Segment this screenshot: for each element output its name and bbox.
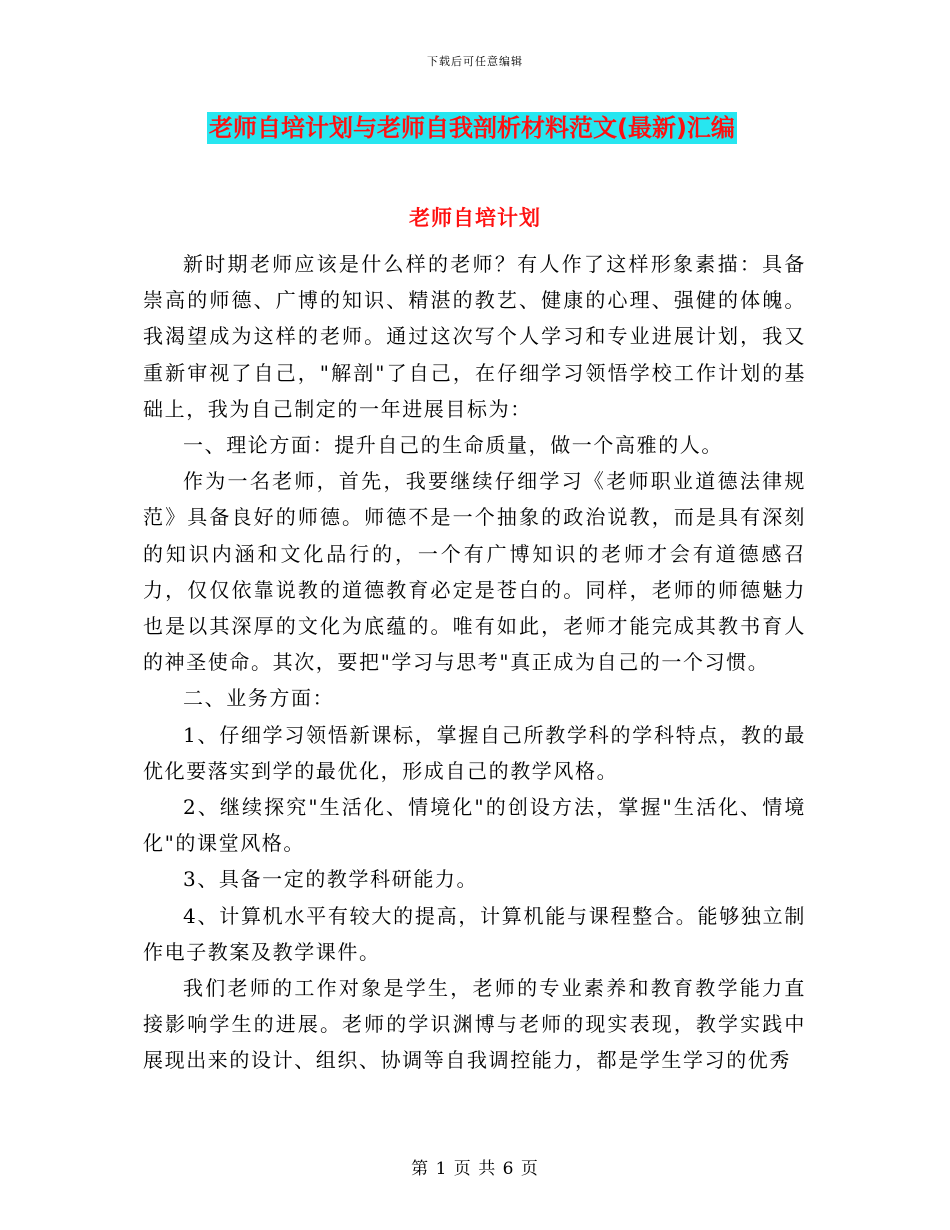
paragraph-business-heading: 二、业务方面： — [183, 686, 335, 711]
section-title: 老师自培计划 — [409, 206, 541, 230]
paragraph-item-1: 1、仔细学习领悟新课标，掌握自己所教学科的学科特点，教的最优化要落实到学的最优化，形成自己的教学风格。 — [143, 722, 806, 783]
paragraph-item-4: 4、计算机水平有较大的提高，计算机能与课程整合。能够独立制作电子教案及教学课件。 — [143, 903, 806, 964]
document-title: 老师自培计划与老师自我剖析材料范文(最新)汇编 — [209, 114, 735, 142]
document-body — [143, 246, 806, 1079]
paragraph-item-2: 2、继续探究"生活化、情境化"的创设方法，掌握"生活化、情境化"的课堂风格。 — [143, 795, 806, 856]
page-number: 第 1 页 共 6 页 — [411, 1159, 539, 1179]
paragraph-theory-body: 作为一名老师，首先，我要继续仔细学习《老师职业道德法律规范》具备良好的师德。师德不是一个抽象的政治说教，而是具有深刻的知识内涵和文化品行的，一个有广博知识的老师才会有道德感召力，仅仅依靠说教的道德教育必定是苍白的。同样，老师的师德魅力也是以其深厚的文化为底蕴的。唯有如此，老师才能完成其教书育人的神圣使命。其次，要把"学习与思考"真正成为自己的一个习惯。 — [143, 469, 806, 675]
paragraph-closing: 我们老师的工作对象是学生，老师的专业素养和教育教学能力直接影响学生的进展。老师的学识渊博与老师的现实表现，教学实践中展现出来的设计、组织、协调等自我调控能力，都是学生学习的优秀 — [143, 976, 806, 1073]
paragraph-theory-heading: 一、理论方面：提升自己的生命质量，做一个高雅的人。 — [183, 433, 723, 458]
paragraph-intro: 新时期老师应该是什么样的老师？有人作了这样形象素描：具备崇高的师德、广博的知识、精湛的教艺、健康的心理、强健的体魄。我渴望成为这样的老师。通过这次写个人学习和专业进展计划，我又重新审视了自己，"解剖"了自己，在仔细学习领悟学校工作计划的基础上，我为自己制定的一年进展目标为： — [143, 252, 806, 421]
header-note: 下载后可任意编辑 — [427, 55, 523, 68]
paragraph-item-3: 3、具备一定的教学科研能力。 — [183, 867, 479, 892]
